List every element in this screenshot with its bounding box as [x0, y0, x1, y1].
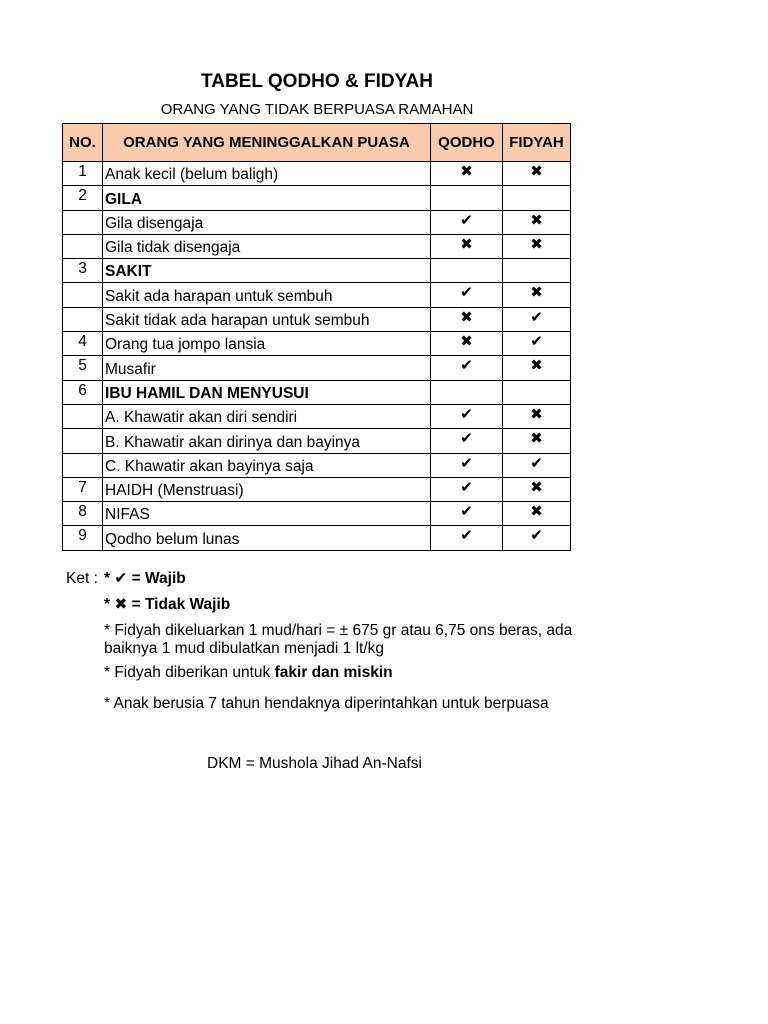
row-number — [63, 283, 103, 307]
notes-label: Ket : — [66, 570, 98, 587]
table-row — [63, 404, 571, 428]
row-qodho-mark: ✔ — [431, 453, 503, 477]
row-qodho-mark: ✔ — [431, 404, 503, 428]
table-row — [63, 210, 571, 234]
row-fidyah-mark: ✔ — [503, 453, 571, 477]
row-qodho-mark: ✔ — [431, 526, 503, 550]
note-fidyah-amount: * Fidyah dikeluarkan 1 mud/hari = ± 675 gr atau 6,75 ons beras, ada baiknya 1 mud dibulatkan menjadi 1 lt/kg — [104, 622, 573, 657]
row-description: Sakit ada harapan untuk sembuh — [103, 283, 431, 307]
row-description: Gila tidak disengaja — [103, 234, 431, 258]
row-number: 8 — [63, 502, 103, 526]
row-qodho-mark — [431, 380, 503, 404]
row-fidyah-mark — [503, 380, 571, 404]
row-description: HAIDH (Menstruasi) — [103, 477, 431, 501]
table-row — [63, 477, 571, 501]
row-fidyah-mark: ✖ — [503, 477, 571, 501]
row-qodho-mark: ✖ — [431, 234, 503, 258]
row-number: 6 — [63, 380, 103, 404]
row-qodho-mark: ✖ — [431, 332, 503, 356]
row-description: Sakit tidak ada harapan untuk sembuh — [103, 307, 431, 331]
row-description: B. Khawatir akan dirinya dan bayinya — [103, 429, 431, 453]
row-number: 7 — [63, 477, 103, 501]
page-subtitle: ORANG YANG TIDAK BERPUASA RAMAHAN — [160, 101, 474, 118]
row-number — [63, 210, 103, 234]
row-number: 9 — [63, 526, 103, 550]
row-fidyah-mark: ✖ — [503, 404, 571, 428]
row-fidyah-mark — [503, 186, 571, 210]
table-row — [63, 453, 571, 477]
row-fidyah-mark: ✖ — [503, 210, 571, 234]
row-fidyah-mark: ✔ — [503, 332, 571, 356]
row-number: 1 — [63, 162, 103, 186]
row-number — [63, 234, 103, 258]
table-row — [63, 526, 571, 550]
table-row — [63, 356, 571, 380]
table-row — [63, 502, 571, 526]
header-qodho: QODHO — [431, 124, 503, 162]
note-anak: * Anak berusia 7 tahun hendaknya diperintahkan untuk berpuasa — [104, 695, 549, 712]
row-number: 5 — [63, 356, 103, 380]
table-row — [63, 332, 571, 356]
row-description: C. Khawatir akan bayinya saja — [103, 453, 431, 477]
row-number: 3 — [63, 259, 103, 283]
row-qodho-mark: ✔ — [431, 283, 503, 307]
row-qodho-mark: ✖ — [431, 307, 503, 331]
row-qodho-mark: ✔ — [431, 210, 503, 234]
row-description: A. Khawatir akan diri sendiri — [103, 404, 431, 428]
row-qodho-mark — [431, 259, 503, 283]
row-description: NIFAS — [103, 502, 431, 526]
note-fidyah-recipient-text: * Fidyah diberikan untuk — [104, 664, 275, 681]
row-qodho-mark: ✔ — [431, 356, 503, 380]
row-description: Musafir — [103, 356, 431, 380]
table-row — [63, 234, 571, 258]
row-number — [63, 429, 103, 453]
table-row — [63, 162, 571, 186]
table-row — [63, 283, 571, 307]
row-number: 4 — [63, 332, 103, 356]
table-body — [63, 162, 571, 551]
row-qodho-mark: ✔ — [431, 429, 503, 453]
row-fidyah-mark: ✖ — [503, 502, 571, 526]
row-fidyah-mark: ✖ — [503, 356, 571, 380]
row-qodho-mark: ✖ — [431, 162, 503, 186]
row-description: SAKIT — [103, 259, 431, 283]
row-fidyah-mark: ✖ — [503, 429, 571, 453]
note-tidak-wajib: * ✖ = Tidak Wajib — [104, 596, 231, 613]
note-wajib: * ✔ = Wajib — [104, 570, 186, 587]
row-fidyah-mark — [503, 259, 571, 283]
note-fidyah-recipient-bold: fakir dan miskin — [274, 664, 393, 681]
row-number — [63, 404, 103, 428]
note-fidyah-recipient — [104, 664, 393, 682]
header-fidyah: FIDYAH — [503, 124, 571, 162]
row-fidyah-mark: ✖ — [503, 162, 571, 186]
row-description: GILA — [103, 186, 431, 210]
row-number — [63, 453, 103, 477]
qodho-fidyah-table — [62, 123, 571, 551]
table-row — [63, 186, 571, 210]
table-row — [63, 429, 571, 453]
table-row — [63, 259, 571, 283]
table-row — [63, 380, 571, 404]
row-description: IBU HAMIL DAN MENYUSUI — [103, 380, 431, 404]
row-fidyah-mark: ✔ — [503, 307, 571, 331]
row-qodho-mark: ✔ — [431, 502, 503, 526]
page-title: TABEL QODHO & FIDYAH — [201, 71, 433, 92]
row-description: Anak kecil (belum baligh) — [103, 162, 431, 186]
row-description: Qodho belum lunas — [103, 526, 431, 550]
row-fidyah-mark: ✖ — [503, 283, 571, 307]
row-number: 2 — [63, 186, 103, 210]
row-description: Gila disengaja — [103, 210, 431, 234]
header-no: NO. — [63, 124, 103, 162]
table-row — [63, 307, 571, 331]
header-description: ORANG YANG MENINGGALKAN PUASA — [103, 124, 431, 162]
row-qodho-mark: ✔ — [431, 477, 503, 501]
row-qodho-mark — [431, 186, 503, 210]
row-number — [63, 307, 103, 331]
row-fidyah-mark: ✖ — [503, 234, 571, 258]
footer-dkm: DKM = Mushola Jihad An-Nafsi — [207, 755, 422, 772]
row-fidyah-mark: ✔ — [503, 526, 571, 550]
table-header-row — [63, 124, 571, 162]
row-description: Orang tua jompo lansia — [103, 332, 431, 356]
